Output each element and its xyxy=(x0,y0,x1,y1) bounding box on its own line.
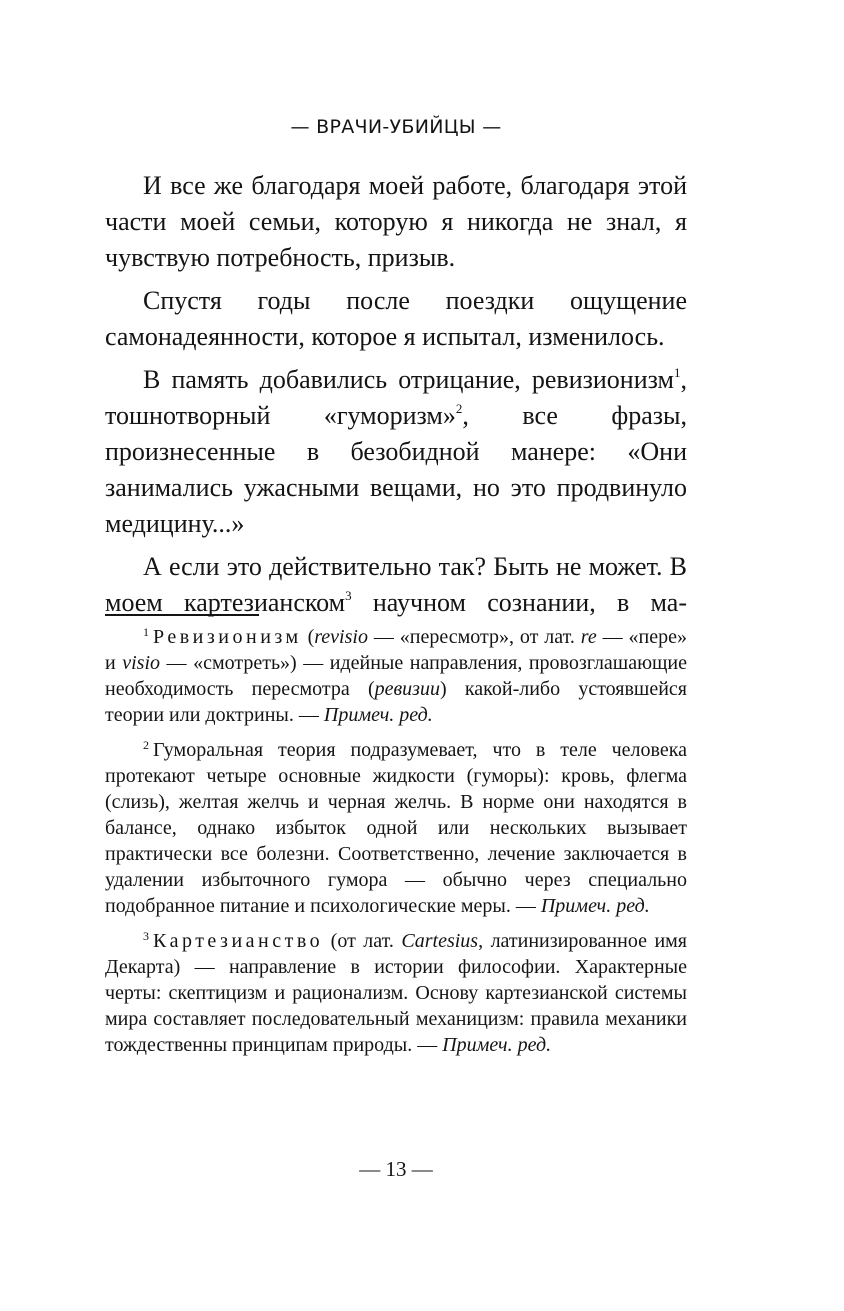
footnote-2-editor-note: Примеч. ред. xyxy=(540,895,650,917)
footnotes xyxy=(105,624,687,1067)
footnote-1-term: Ревизионизм xyxy=(153,626,302,648)
footnote-1-number: 1 xyxy=(143,625,149,639)
paragraph-4-text-2: научном сознании, в ма- xyxy=(351,588,687,617)
footnote-3-editor-note: Примеч. ред. xyxy=(442,1034,552,1056)
footnote-1-text-5: ) какой-либо устоявшейся теории или доктрины. — xyxy=(105,678,687,726)
footnote-1-italic-1: revisio xyxy=(314,626,368,648)
footnote-3-italic-1: Cartesius xyxy=(401,930,479,952)
main-text xyxy=(105,168,687,628)
footnote-1-text-2: — «пересмотр», от лат. xyxy=(367,626,581,648)
footnote-3-term: Картезианство xyxy=(153,930,324,952)
footnote-1-text-4: — «смотреть») — идейные направления, провозглашающие необходимость пересмотра ( xyxy=(105,652,687,700)
footnote-1-italic-3: visio xyxy=(122,652,161,674)
footnote-3-text-1: (от лат. xyxy=(323,930,402,952)
paragraph-1: И все же благодаря моей работе, благодаря этой части моей семьи, которую я никогда не знал, я чувствую потребность, призыв. xyxy=(105,171,687,272)
paragraph-4-text-1: А если это действительно так? Быть не может. В моем картезианском xyxy=(105,552,687,617)
footnote-ref-3: 3 xyxy=(345,588,352,603)
paragraph-3-text-2: , тошнотворный «гуморизм» xyxy=(105,365,687,430)
book-page xyxy=(105,0,687,1311)
footnote-divider xyxy=(105,614,259,616)
footnote-1-editor-note: Примеч. ред. xyxy=(323,704,433,726)
footnote-1-italic-2: re xyxy=(580,626,597,648)
footnote-3 xyxy=(105,928,687,1058)
paragraph-3-text-3: , все фразы, произнесенные в безобидной манере: «Они занимались ужасными вещами, но это продвинуло медицину...» xyxy=(105,401,687,538)
paragraph-3-text-1: В память добавились отрицание, ревизионизм xyxy=(143,365,674,394)
footnote-1-text-1: ( xyxy=(301,626,315,648)
footnote-3-number: 3 xyxy=(143,929,149,943)
paragraph-4 xyxy=(105,549,687,621)
footnote-1-text-3: — «пере» и xyxy=(105,626,687,674)
footnote-1 xyxy=(105,624,687,728)
running-head: — ВРАЧИ-УБИЙЦЫ — xyxy=(290,116,502,138)
footnote-ref-2: 2 xyxy=(455,401,463,416)
footnote-ref-1: 1 xyxy=(674,365,681,380)
footnote-3-text-2: , латинизированное имя Декарта) — направление в истории философии. Характерные черты: скептицизм и рационализм. Основу картезианской системы мира составляет последовательный механицизм: правила механики тождественны принципам природы. — xyxy=(105,930,688,1056)
paragraph-2: Спустя годы после поездки ощущение самонадеянности, которое я испытал, изменилось. xyxy=(105,286,687,351)
paragraph-3 xyxy=(105,362,687,542)
footnote-1-italic-4: ревизии xyxy=(374,678,440,700)
footnote-2-text: Гуморальная теория подразумевает, что в теле человека протекают четыре основные жидкости (гуморы): кровь, флегма (слизь), желтая желчь и черная желчь. В норме они находятся в балансе, однако избыток одной или нескольких вызывает практически все болезни. Соответственно, лечение заключается в удалении избыточного гумора — обычно через специально подобранное питание и психологические меры. — xyxy=(105,739,687,917)
footnote-2-number: 2 xyxy=(143,738,149,752)
footnote-2 xyxy=(105,737,687,919)
page-number: — 13 — xyxy=(359,1157,433,1181)
